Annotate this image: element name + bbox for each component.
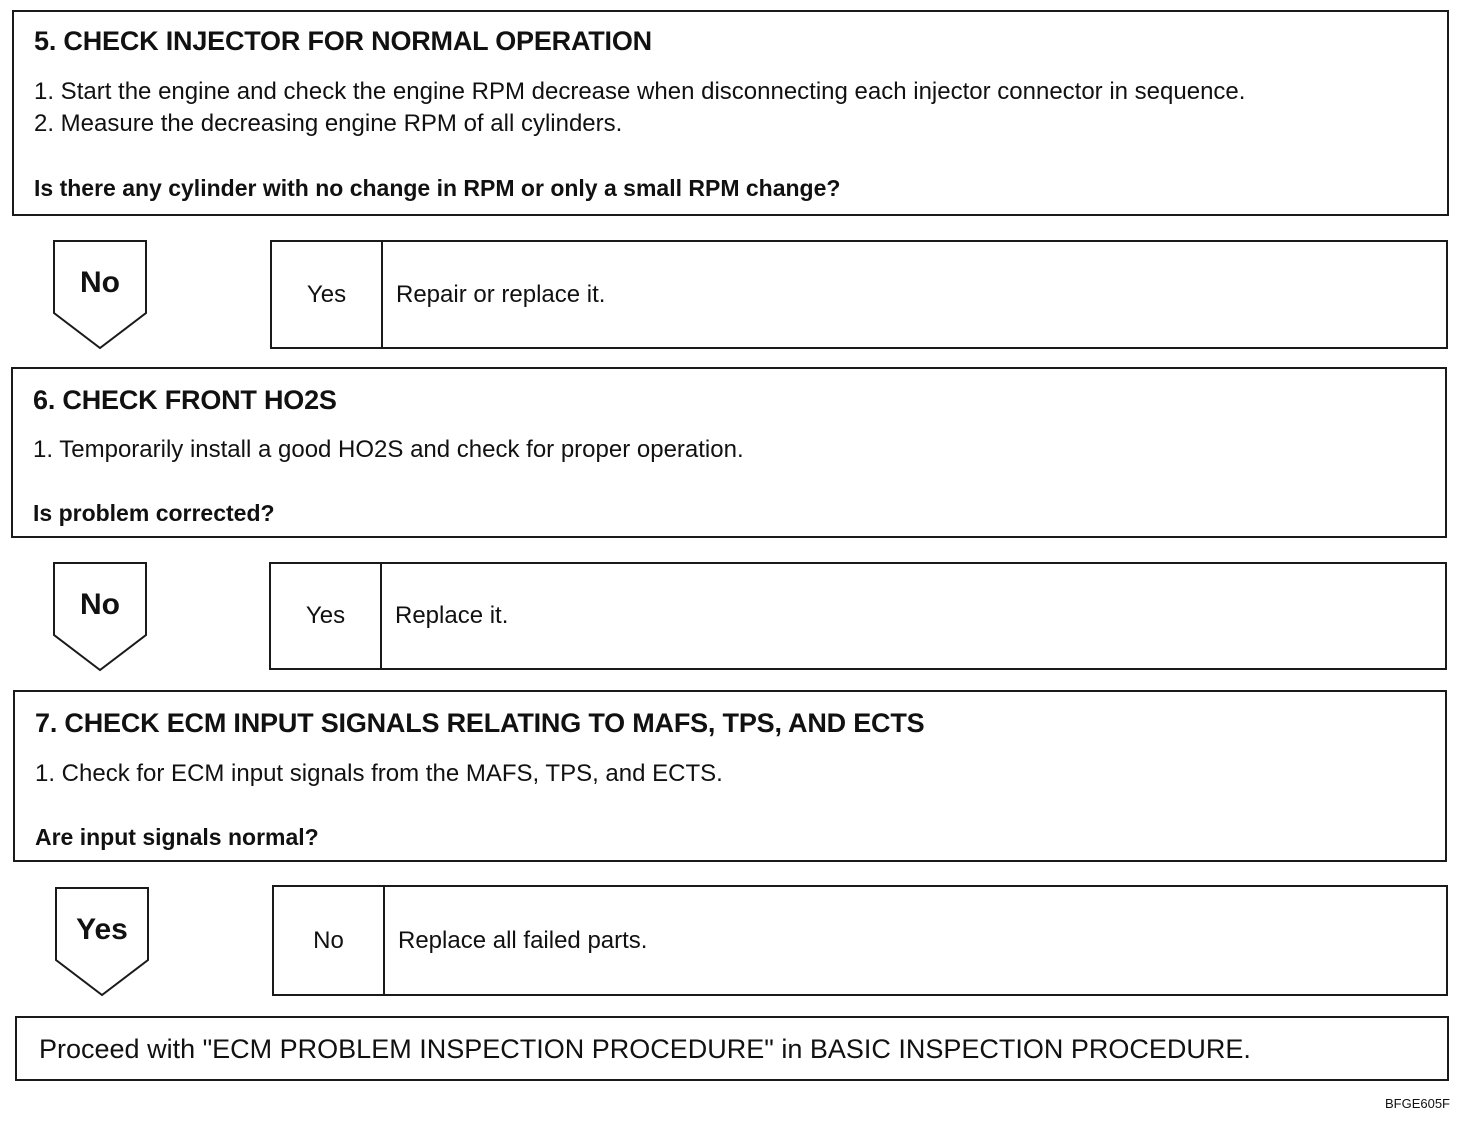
step-5-next-label: No (80, 266, 120, 299)
step-7-box (13, 690, 1447, 862)
step-6-title: 6. CHECK FRONT HO2S (33, 385, 337, 415)
step-5-branch-box (270, 240, 1448, 349)
step-5-title: 5. CHECK INJECTOR FOR NORMAL OPERATION (34, 26, 652, 56)
step-7-next-label: Yes (76, 913, 128, 946)
step-7-next-arrow (55, 887, 151, 997)
figure-id: BFGE605F (1384, 1096, 1450, 1111)
final-step-box (15, 1016, 1449, 1081)
step-6-branch-box (269, 562, 1447, 670)
final-step-text: Proceed with "ECM PROBLEM INSPECTION PROCEDURE" in BASIC INSPECTION PROCEDURE. (39, 1034, 1251, 1064)
step-7-title: 7. CHECK ECM INPUT SIGNALS RELATING TO MAFS, TPS, AND ECTS (35, 708, 925, 738)
step-6-question: Is problem corrected? (33, 500, 275, 526)
step-5-branch-answer: Yes (272, 242, 383, 347)
step-6-branch-answer: Yes (271, 564, 382, 668)
step-6-box (11, 367, 1447, 538)
step-7-branch-action: Replace all failed parts. (398, 926, 648, 954)
step-7-branch-answer: No (274, 887, 385, 994)
step-5-instruction-2: 2. Measure the decreasing engine RPM of all cylinders. (34, 110, 623, 137)
step-5-question: Is there any cylinder with no change in RPM or only a small RPM change? (34, 175, 841, 201)
step-7-question: Are input signals normal? (35, 824, 319, 850)
step-5-box (12, 10, 1449, 216)
step-7-instruction-1: 1. Check for ECM input signals from the MAFS, TPS, and ECTS. (35, 760, 723, 787)
step-6-branch-action: Replace it. (395, 602, 509, 629)
step-6-next-label: No (80, 588, 120, 621)
step-6-instruction-1: 1. Temporarily install a good HO2S and check for proper operation. (33, 436, 744, 463)
step-6-next-arrow (53, 562, 149, 672)
step-7-branch-box (272, 885, 1448, 996)
step-5-branch-action: Repair or replace it. (396, 280, 606, 308)
step-5-next-arrow (53, 240, 149, 350)
step-5-instruction-1: 1. Start the engine and check the engine RPM decrease when disconnecting each injector connector in sequence. (34, 78, 1246, 105)
